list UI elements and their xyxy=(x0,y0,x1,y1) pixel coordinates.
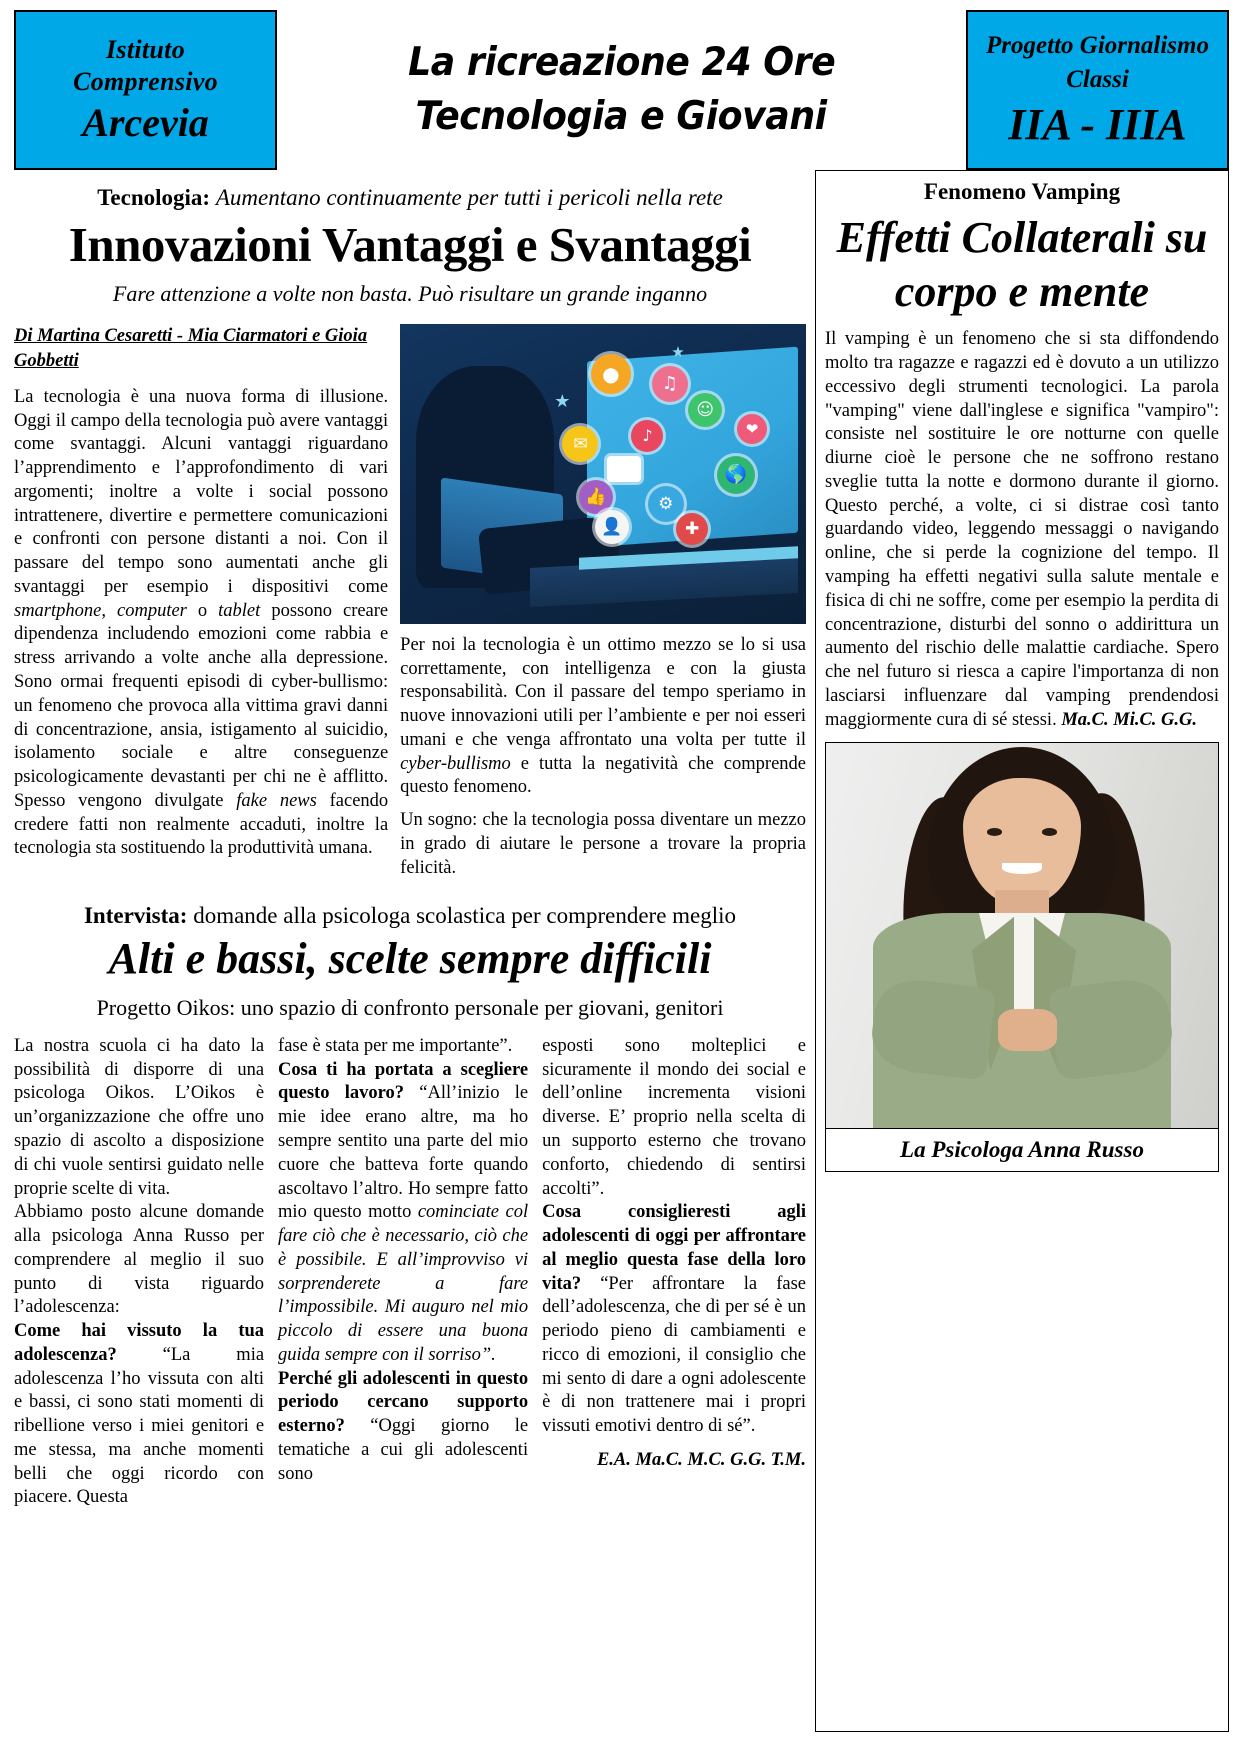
main-content-zone xyxy=(14,170,814,1732)
school-line-2: Comprensivo xyxy=(73,67,218,96)
sidebar-vamping-article xyxy=(815,170,1229,1732)
interview-c1-qa1 xyxy=(14,1320,264,1510)
lead-caption-paragraph-2: Un sogno: che la tecnologia possa diventare un mezzo in grado di aiutare le persone a trovare la propria felicità. xyxy=(400,810,806,878)
star-icon-2: ★ xyxy=(671,342,685,361)
interview-c1-p2: Abbiamo posto alcune domande alla psicologa Anna Russo per comprendere al meglio il suo punto di vista riguardo l’adolescenza: xyxy=(14,1202,265,1318)
interview-kicker xyxy=(14,903,806,929)
interview-column-2 xyxy=(278,1035,542,1510)
lead-byline: Di Martina Cesaretti - Mia Ciarmatori e Gioia Gobbetti xyxy=(14,325,368,371)
gear-icon: ⚙ xyxy=(648,486,684,522)
interview-question-1: Come hai vissuto la tua adolescenza? xyxy=(14,1321,265,1365)
star-icon: ★ xyxy=(554,391,571,413)
school-line-1: Istituto xyxy=(106,35,185,65)
sidebar-headline: Effetti Collaterali su corpo e mente xyxy=(836,213,1208,316)
interview-answer-2-quote: cominciate col fare ciò che è necessario, ciò che è possibile. E all’improvviso vi sorprenderete a fare l’impossibile. Mi auguro nel mio piccolo di essere una buona guida sempre con il sorriso”. xyxy=(278,1202,529,1365)
portrait-eye-right xyxy=(1042,828,1058,836)
portrait-hand xyxy=(998,1009,1057,1051)
lead-body-em1: smartphone, computer xyxy=(14,600,187,621)
interview-signature: E.A. Ma.C. M.C. G.G. T.M. xyxy=(596,1449,806,1470)
illustrazione-tecnologia-social-figure xyxy=(400,324,806,624)
lead-body-em3: fake news xyxy=(236,790,317,811)
sidebar-photo-caption: La Psicologa Anna Russo xyxy=(826,1128,1218,1171)
interview-c2-qa3 xyxy=(278,1368,528,1487)
masthead xyxy=(0,0,1243,170)
interview-column-3 xyxy=(542,1035,806,1510)
interview-c3-a3-cont: esposti sono molteplici e sicuramente il mondo dei social e dell’online incrementa visioni diverse. E’ proprio nella scelta di un supporto esterno che trovano conforto, chiedendo di sentirsi accolti”. xyxy=(542,1035,806,1199)
lead-subhead: Fare attenzione a volte non basta. Può risultare un grande inganno xyxy=(112,281,708,307)
sidebar-body-text: Il vamping è un fenomeno che si sta diffondendo molto tra ragazze e ragazzi ed è dovuto a un utilizzo eccessivo degli strumenti tecnologici. La parola "vamping" viene dall'inglese e significa "vampiro": consiste nel sostituire le ore notturne con quelle diurne cioè le persone che ne soffrono restano sveglie tutta la notte e dormono durante il giorno. Questo perché, a volte, ci si distrae così tanto guardando video, leggendo messaggi o navigando online, che si perde la cognizione del tempo. Il vamping ha effetti negativi sulla salute mentale e fisica di chi ne soffre, come per esempio la perdita di concentrazione, disturbi del sonno o addirittura un aumento del rischio delle malattie cardiache. Spero che nel futuro si riesca a capire l'importanza di non lasciarsi influenzare dal vamping prendendosi maggiormente cura di sé stessi. xyxy=(825,329,1219,730)
interview-column-1 xyxy=(14,1035,278,1510)
interview-kicker-text: domande alla psicologa scolastica per comprendere meglio xyxy=(193,902,737,928)
newspaper-title-line-1: La ricreazione 24 Ore xyxy=(407,40,836,86)
lead-caption-em: cyber-bullismo xyxy=(400,753,511,774)
lead-body-p1: La tecnologia è una nuova forma di illusione. Oggi il campo della tecnologia può avere vantaggi come svantaggi. Alcuni vantaggi riguardano l’apprendimento e l’approfondimento di vari argomenti; inoltre a volte i social possono intrattenere, divertire e permettere comunicazioni e confronti con persone distanti a noi. Con il passare del tempo sono aumentati anche gli svantaggi per esempio i dispositivi come xyxy=(14,386,389,597)
lead-kicker xyxy=(14,184,806,212)
interview-answer-1: “La mia adolescenza l’ho vissuta con alti e bassi, ci sono stati momenti di ribellione verso i miei genitori e me stessa, ma anche momenti belli che oggi ricordo con piacere. Questa xyxy=(14,1344,265,1508)
person-avatar-icon: 👤 xyxy=(595,510,629,544)
mail-icon: ✉ xyxy=(562,426,598,462)
school-name-box xyxy=(14,10,277,170)
newspaper-title xyxy=(277,10,966,170)
music-note-icon-2: ♪ xyxy=(631,420,663,452)
lead-caption-paragraph-1 xyxy=(400,634,806,800)
interview-c1-p1: La nostra scuola ci ha dato la possibilità di disporre di una psicologa Oikos. L’Oikos è un’organizzazione che offre uno spazio di ascolto a disposizione di chi vuole sentirsi guidato nelle proprie scelte di vita. xyxy=(14,1035,265,1199)
lead-caption-p1: Per noi la tecnologia è un ottimo mezzo se lo si usa correttamente, con intelligenza e con la giusta responsabilità. Con il passare del tempo speriamo in nuove innovazioni utili per l’ambiente e per noi esseri umani e che venga affrontato una volta per tutte il xyxy=(400,634,806,750)
interview-c3-qa4 xyxy=(542,1201,806,1439)
interview-headline: Alti e bassi, scelte sempre difficili xyxy=(108,933,712,983)
project-line-1: Progetto Giornalismo xyxy=(986,32,1209,60)
monitor-icon xyxy=(607,456,641,482)
interview-question-4: Cosa consiglieresti agli adolescenti di oggi per affrontare al meglio questa fase della loro vita? xyxy=(542,1202,806,1294)
page-body xyxy=(0,170,1243,1732)
interview-answer-3: “Oggi giorno le tematiche a cui gli adolescenti sono xyxy=(278,1416,529,1484)
sidebar-body xyxy=(825,328,1219,732)
lead-caption-p2: e tutta la negatività che comprende questo fenomeno. xyxy=(400,753,806,798)
chat-bubble-icon: ● xyxy=(591,354,631,394)
interview-answer-4: “Per affrontare la fase dell’adolescenza, che di per sé è un periodo pieno di cambiamenti e ricco di emozioni, il consiglio che mi sento di dare a ogni adolescente è di non trattenere mai i propri vissuti emotivi dentro di sé”. xyxy=(542,1273,806,1437)
lead-headline: Innovazioni Vantaggi e Svantaggi xyxy=(68,216,752,272)
lead-kicker-label: Tecnologia: xyxy=(97,185,211,210)
heart-icon: ❤ xyxy=(737,414,767,444)
project-line-2: Classi xyxy=(1066,66,1129,94)
interview-question-3: Perché gli adolescenti in questo periodo cercano supporto esterno? xyxy=(278,1368,529,1437)
medical-cross-icon: ✚ xyxy=(676,513,708,545)
lead-body-em2: tablet xyxy=(218,600,261,621)
project-box xyxy=(966,10,1229,170)
globe-icon: 🌎 xyxy=(717,456,755,494)
sidebar-kicker: Fenomeno Vamping xyxy=(923,179,1121,204)
sidebar-signature: Ma.C. Mi.C. G.G. xyxy=(1061,709,1198,730)
lead-column-left xyxy=(14,324,400,881)
interview-c2-a1-cont: fase è stata per me importante”. xyxy=(278,1035,513,1056)
interview-question-2: Cosa ti ha portata a scegliere questo lavoro? xyxy=(278,1059,529,1104)
thumbs-up-icon: 👍 xyxy=(579,480,613,514)
lead-article-columns xyxy=(14,324,806,881)
lead-kicker-text: Aumentano continuamente per tutti i pericoli nella rete xyxy=(215,185,723,210)
interview-columns xyxy=(14,1035,806,1510)
lead-body-p3: possono creare dipendenza includendo emozioni come rabbia e stress arrivando a volte anche alla depressione. Sono ormai frequenti episodi di cyber-bullismo: un fenomeno che provoca alla vittima gravi danni di concentrazione, ansia, istigamento al suicidio, isolamento sociale e altre conseguenze psicologicamente devastanti per chi ne è afflitto. Spesso vengono divulgate xyxy=(14,600,389,811)
ritratto-psicologa-photo xyxy=(826,743,1218,1128)
project-line-3: IIA - IIIA xyxy=(1008,99,1187,149)
interview-c2-qa2 xyxy=(278,1059,528,1368)
smiley-icon: ☺ xyxy=(688,393,722,427)
lead-body-p2: o xyxy=(186,600,219,621)
sidebar-photo-frame xyxy=(825,742,1219,1172)
lead-body-text xyxy=(14,386,388,861)
interview-kicker-label: Intervista: xyxy=(83,902,188,928)
lead-column-right xyxy=(400,324,806,881)
interview-subhead: Progetto Oikos: uno spazio di confronto personale per giovani, genitori xyxy=(96,994,724,1020)
newspaper-title-line-2: Tecnologia e Giovani xyxy=(415,94,828,139)
school-line-3: Arcevia xyxy=(82,99,209,145)
lead-body-p4: facendo credere fatti non realmente accaduti, inoltre la tecnologia sta sostituendo la produttività umana. xyxy=(14,790,389,859)
portrait-eye-left xyxy=(987,828,1003,836)
interview-answer-2-pre: “All’inizio le mie idee erano altre, ma ho sempre sentito una parte del mio cuore che batteva forte quando ascoltavo l’altro. Ho sempre fatto mio questo motto xyxy=(278,1083,529,1223)
music-note-icon: ♫ xyxy=(652,366,688,402)
